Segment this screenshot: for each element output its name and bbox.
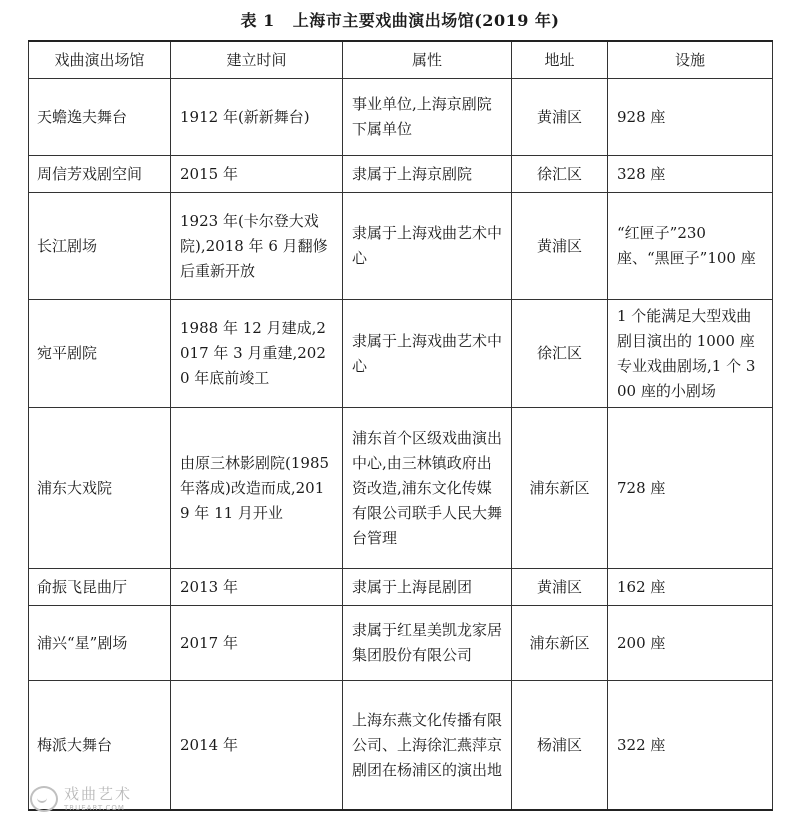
watermark-subtext: TRUEART.COM <box>64 803 125 812</box>
cell-address: 黄浦区 <box>512 79 608 156</box>
cell-address: 徐汇区 <box>512 300 608 408</box>
cell-address: 徐汇区 <box>512 156 608 193</box>
cell-facilities: 928 座 <box>608 79 773 156</box>
watermark-logo-icon <box>30 786 58 812</box>
header-attribute: 属性 <box>343 41 512 79</box>
cell-established: 1912 年(新新舞台) <box>171 79 343 156</box>
cell-established: 2013 年 <box>171 569 343 606</box>
header-facilities: 设施 <box>608 41 773 79</box>
cell-facilities: 1 个能满足大型戏曲剧目演出的 1000 座专业戏曲剧场,1 个 300 座的小剧场 <box>608 300 773 408</box>
table-row <box>29 408 773 569</box>
table-row <box>29 156 773 193</box>
cell-attribute: 事业单位,上海京剧院下属单位 <box>343 79 512 156</box>
cell-address: 浦东新区 <box>512 606 608 681</box>
cell-facilities: 328 座 <box>608 156 773 193</box>
cell-attribute: 隶属于红星美凯龙家居集团股份有限公司 <box>343 606 512 681</box>
header-row <box>29 41 773 79</box>
cell-facilities: 728 座 <box>608 408 773 569</box>
table-row <box>29 606 773 681</box>
watermark <box>30 786 132 812</box>
cell-established: 2017 年 <box>171 606 343 681</box>
table-title: 上海市主要戏曲演出场馆(2019 年) <box>292 11 560 30</box>
table-row <box>29 193 773 300</box>
table-row <box>29 300 773 408</box>
cell-established: 2014 年 <box>171 681 343 811</box>
cell-facilities: 200 座 <box>608 606 773 681</box>
cell-address: 黄浦区 <box>512 569 608 606</box>
cell-established: 1988 年 12 月建成,2017 年 3 月重建,2020 年底前竣工 <box>171 300 343 408</box>
cell-attribute: 隶属于上海戏曲艺术中心 <box>343 193 512 300</box>
cell-facilities: “红匣子”230 座、“黑匣子”100 座 <box>608 193 773 300</box>
cell-facilities: 322 座 <box>608 681 773 811</box>
cell-attribute: 浦东首个区级戏曲演出中心,由三林镇政府出资改造,浦东文化传媒有限公司联手人民大舞台管理 <box>343 408 512 569</box>
cell-established: 1923 年(卡尔登大戏院),2018 年 6 月翻修后重新开放 <box>171 193 343 300</box>
cell-established: 2015 年 <box>171 156 343 193</box>
header-established: 建立时间 <box>171 41 343 79</box>
table-row <box>29 569 773 606</box>
cell-attribute: 隶属于上海昆剧团 <box>343 569 512 606</box>
header-venue: 戏曲演出场馆 <box>29 41 171 79</box>
cell-established: 由原三林影剧院(1985 年落成)改造而成,2019 年 11 月开业 <box>171 408 343 569</box>
venue-table <box>28 40 773 811</box>
cell-venue: 梅派大舞台 <box>29 681 171 811</box>
table-caption <box>0 8 800 31</box>
cell-venue: 长江剧场 <box>29 193 171 300</box>
cell-venue: 周信芳戏剧空间 <box>29 156 171 193</box>
cell-venue: 浦东大戏院 <box>29 408 171 569</box>
cell-facilities: 162 座 <box>608 569 773 606</box>
watermark-text: 戏曲艺术 <box>64 784 133 803</box>
table-number: 表 1 <box>240 11 275 30</box>
cell-venue: 俞振飞昆曲厅 <box>29 569 171 606</box>
cell-attribute: 隶属于上海京剧院 <box>343 156 512 193</box>
cell-attribute: 上海东燕文化传播有限公司、上海徐汇燕萍京剧团在杨浦区的演出地 <box>343 681 512 811</box>
table-row <box>29 681 773 811</box>
table-row <box>29 79 773 156</box>
cell-address: 浦东新区 <box>512 408 608 569</box>
header-address: 地址 <box>512 41 608 79</box>
cell-venue: 天蟾逸夫舞台 <box>29 79 171 156</box>
cell-address: 黄浦区 <box>512 193 608 300</box>
cell-venue: 浦兴“星”剧场 <box>29 606 171 681</box>
cell-address: 杨浦区 <box>512 681 608 811</box>
cell-venue: 宛平剧院 <box>29 300 171 408</box>
cell-attribute: 隶属于上海戏曲艺术中心 <box>343 300 512 408</box>
